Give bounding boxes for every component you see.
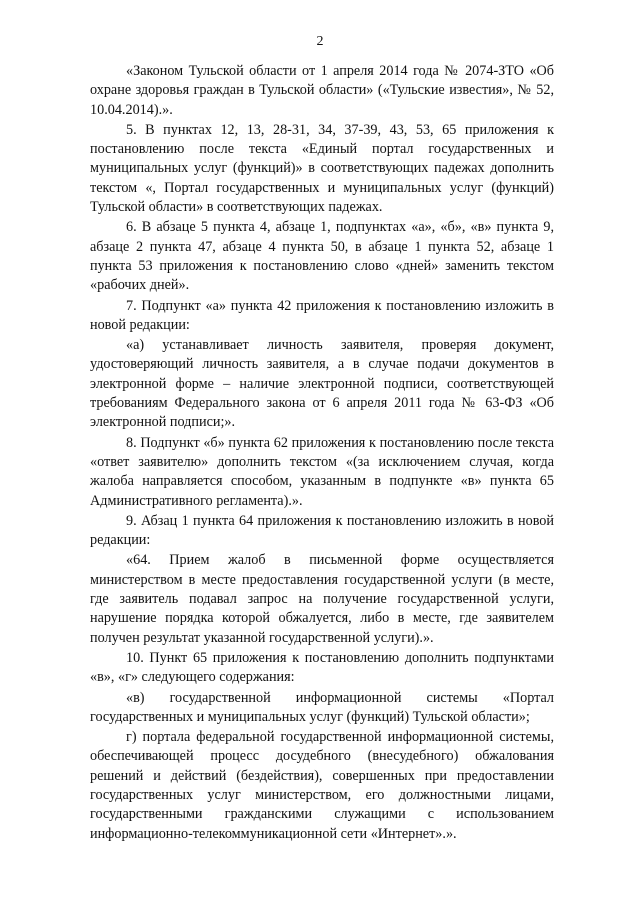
paragraph-item-6: 6. В абзаце 5 пункта 4, абзаце 1, подпунктах «а», «б», «в» пункта 9, абзаце 2 пункта 47, абзаце 4 пункта 50, в абзаце 1 пункта 52, абзаце 1 пункта 53 приложения к постановлению слово «дней» заменить текстом «рабочих дней».: [90, 219, 554, 294]
paragraph-subitem-v: «в) государственной информационной системы «Портал государственных и муниципальных услуг (функций) Тульской области»;: [90, 689, 554, 725]
paragraph-item-64: «64. Прием жалоб в письменной форме осуществляется министерством в месте предоставления государственной услуги (в месте, где заявитель подавал запрос на получение государственной услуги, нарушение порядка которой обжалуется, либо в месте, где заявителем получен результат указанной государственной услуги).».: [90, 552, 554, 646]
paragraph-item-5: 5. В пунктах 12, 13, 28-31, 34, 37-39, 43, 53, 65 приложения к постановлению после текста «Единый портал государственных и муниципальных услуг (функций)» в соответствующих падежах дополнить текстом «, Портал государственных и муниципальных услуг (функций) Тульской области» в соответствующих падежах.: [90, 121, 554, 216]
paragraph-law-reference: «Законом Тульской области от 1 апреля 2014 года № 2074-ЗТО «Об охране здоровья граждан в Тульской области» («Тульские известия», № 52, 10.04.2014).».: [90, 63, 554, 118]
paragraph-item-9: 9. Абзац 1 пункта 64 приложения к постановлению изложить в новой редакции:: [90, 512, 554, 549]
page-number: 2: [316, 34, 324, 49]
paragraph-subitem-g: г) портала федеральной государственной информационной системы, обеспечивающей процесс досудебного (внесудебного) обжалования решений и действий (бездействия), совершенных при предоставлении государственных услуг министерством, его должностными лицами, государственными гражданскими служащими с использованием информационно-телекоммуникационной сети «Интернет».».: [90, 729, 554, 842]
paragraph-item-7: 7. Подпункт «а» пункта 42 приложения к постановлению изложить в новой редакции:: [90, 297, 554, 333]
paragraph-item-10: 10. Пункт 65 приложения к постановлению дополнить подпунктами «в», «г» следующего содержания:: [90, 649, 554, 686]
paragraph-subitem-a: «а) устанавливает личность заявителя, проверяя документ, удостоверяющий личность заявителя, а в случае подачи документов в электронной форме – наличие электронной подписи, соответствующей требованиям Федерального закона от 6 апреля 2011 года № 63-ФЗ «Об электронной подписи;».: [90, 337, 554, 431]
paragraph-item-8: 8. Подпункт «б» пункта 62 приложения к постановлению после текста «ответ заявителю» дополнить текстом «(за исключением случая, когда жалоба направляется способом, указанным в подпункте «в» пункта 65 Административного регламента).».: [90, 434, 554, 509]
document-body: [90, 62, 554, 844]
